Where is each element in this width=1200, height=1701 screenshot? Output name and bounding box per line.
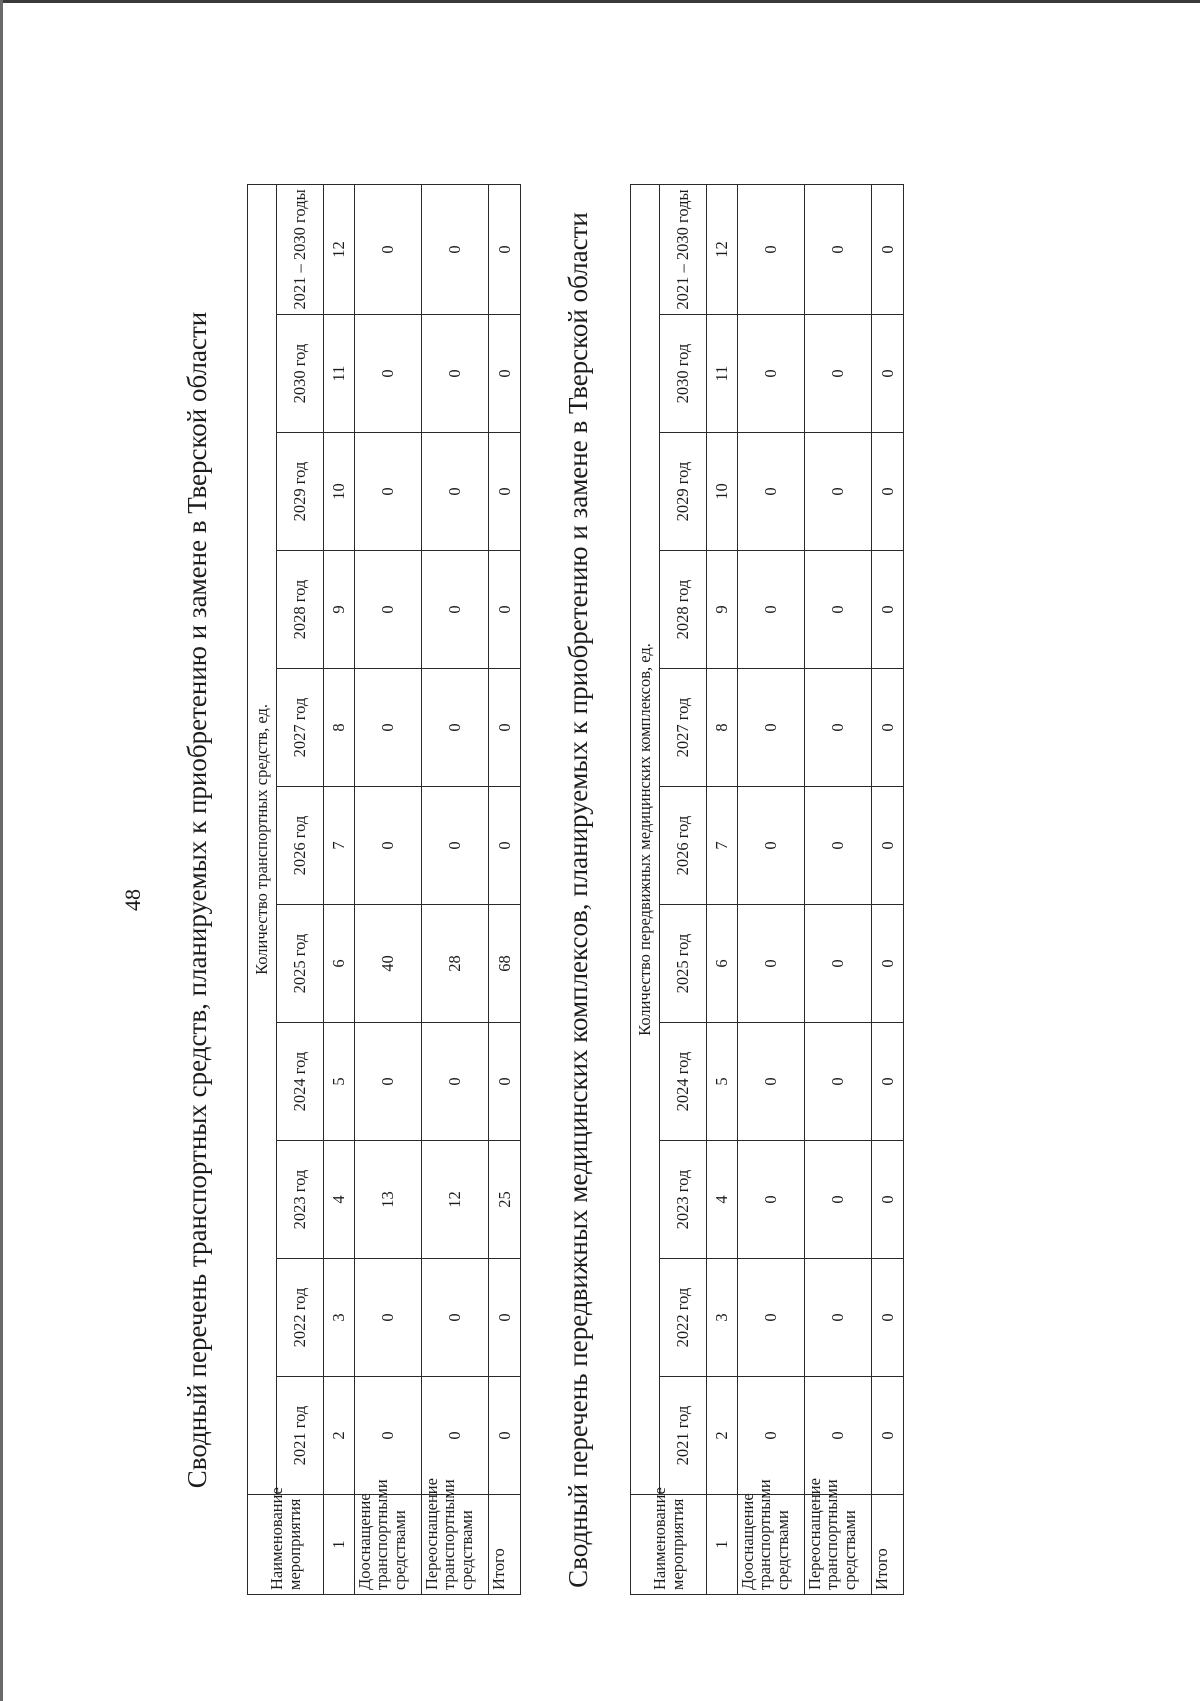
name-column-header: Наименование мероприятия	[248, 1495, 324, 1595]
year-header: 2030 год	[277, 315, 324, 433]
year-header: 2023 год	[660, 1141, 707, 1259]
cell-value: 0	[489, 184, 521, 314]
vehicles-table-title: Сводный перечень транспортных средств, планируемых к приобретению и замене в Тверской области	[182, 311, 212, 1489]
cell-value: 0	[805, 1259, 872, 1377]
column-number: 11	[324, 315, 355, 433]
year-header: 2021 год	[660, 1377, 707, 1495]
quantity-group-header: Количество передвижных медицинских комплексов, ед.	[631, 184, 660, 1494]
vehicles-table	[247, 184, 521, 1595]
cell-value: 0	[738, 1377, 805, 1495]
column-number: 11	[707, 315, 738, 433]
cell-value: 0	[355, 184, 422, 314]
cell-value: 0	[872, 787, 904, 905]
table-row	[422, 184, 489, 1594]
quantity-group-header: Количество транспортных средств, ед.	[248, 184, 277, 1494]
total-row	[872, 184, 904, 1594]
cell-value: 0	[355, 787, 422, 905]
mobile-complexes-table-title: Сводный перечень передвижных медицинских комплексов, планируемых к приобретению и замене в Тверской области	[563, 212, 593, 1588]
cell-value: 0	[422, 1259, 489, 1377]
column-number: 5	[707, 1023, 738, 1141]
cell-value: 0	[489, 1023, 521, 1141]
cell-value: 0	[489, 1377, 521, 1495]
table-row	[805, 184, 872, 1594]
cell-value: 0	[805, 669, 872, 787]
year-header: 2027 год	[660, 669, 707, 787]
cell-value: 0	[872, 184, 904, 314]
scan-top-edge	[0, 0, 1200, 3]
year-header: 2026 год	[660, 787, 707, 905]
column-number: 1	[324, 1495, 355, 1595]
row-name: Итого	[872, 1495, 904, 1595]
cell-value: 40	[355, 905, 422, 1023]
cell-value: 0	[805, 551, 872, 669]
cell-value: 0	[872, 1141, 904, 1259]
cell-value: 68	[489, 905, 521, 1023]
year-header: 2025 год	[277, 905, 324, 1023]
column-number: 3	[324, 1259, 355, 1377]
cell-value: 0	[805, 184, 872, 314]
column-number: 2	[707, 1377, 738, 1495]
cell-value: 0	[872, 433, 904, 551]
row-name: Переоснащение транспортными средствами	[805, 1495, 872, 1595]
column-number: 4	[707, 1141, 738, 1259]
cell-value: 12	[422, 1141, 489, 1259]
cell-value: 0	[805, 433, 872, 551]
cell-value: 0	[489, 315, 521, 433]
year-header: 2024 год	[660, 1023, 707, 1141]
cell-value: 0	[738, 433, 805, 551]
year-header: 2022 год	[277, 1259, 324, 1377]
period-total-header: 2021 – 2030 годы	[277, 184, 324, 314]
cell-value: 0	[872, 1259, 904, 1377]
mobile-complexes-table	[630, 184, 904, 1595]
cell-value: 0	[872, 551, 904, 669]
column-number: 10	[707, 433, 738, 551]
period-total-header: 2021 – 2030 годы	[660, 184, 707, 314]
cell-value: 0	[422, 1377, 489, 1495]
column-number: 7	[707, 787, 738, 905]
cell-value: 0	[805, 787, 872, 905]
cell-value: 0	[738, 1023, 805, 1141]
year-header: 2024 год	[277, 1023, 324, 1141]
cell-value: 0	[489, 551, 521, 669]
rotated-page	[95, 160, 1105, 1640]
year-header: 2026 год	[277, 787, 324, 905]
row-name: Переоснащение транспортными средствами	[422, 1495, 489, 1595]
column-number: 6	[707, 905, 738, 1023]
year-header: 2025 год	[660, 905, 707, 1023]
cell-value: 0	[872, 905, 904, 1023]
column-number: 3	[707, 1259, 738, 1377]
total-row	[489, 184, 521, 1594]
cell-value: 0	[422, 315, 489, 433]
cell-value: 0	[422, 669, 489, 787]
column-number: 8	[324, 669, 355, 787]
row-name: Дооснащение транспортными средствами	[738, 1495, 805, 1595]
cell-value: 0	[738, 315, 805, 433]
cell-value: 0	[872, 669, 904, 787]
column-number: 1	[707, 1495, 738, 1595]
year-header: 2022 год	[660, 1259, 707, 1377]
name-column-header: Наименование мероприятия	[631, 1495, 707, 1595]
cell-value: 0	[738, 1259, 805, 1377]
column-number: 12	[324, 184, 355, 314]
cell-value: 0	[355, 551, 422, 669]
cell-value: 0	[422, 184, 489, 314]
cell-value: 0	[738, 551, 805, 669]
cell-value: 0	[872, 1023, 904, 1141]
cell-value: 0	[489, 787, 521, 905]
page-number: 48	[120, 889, 145, 911]
year-header: 2028 год	[660, 551, 707, 669]
cell-value: 25	[489, 1141, 521, 1259]
cell-value: 0	[355, 1377, 422, 1495]
cell-value: 0	[422, 551, 489, 669]
cell-value: 0	[738, 787, 805, 905]
cell-value: 0	[805, 905, 872, 1023]
column-number-row	[707, 184, 738, 1594]
cell-value: 0	[805, 315, 872, 433]
year-header: 2029 год	[660, 433, 707, 551]
cell-value: 0	[489, 1259, 521, 1377]
cell-value: 0	[355, 315, 422, 433]
cell-value: 0	[872, 1377, 904, 1495]
row-name: Дооснащение транспортными средствами	[355, 1495, 422, 1595]
cell-value: 0	[738, 669, 805, 787]
cell-value: 0	[805, 1023, 872, 1141]
column-number-row	[324, 184, 355, 1594]
year-header: 2030 год	[660, 315, 707, 433]
column-number: 5	[324, 1023, 355, 1141]
cell-value: 0	[489, 669, 521, 787]
table-row	[355, 184, 422, 1594]
cell-value: 0	[872, 315, 904, 433]
cell-value: 0	[738, 905, 805, 1023]
year-header: 2027 год	[277, 669, 324, 787]
cell-value: 0	[805, 1141, 872, 1259]
cell-value: 0	[422, 1023, 489, 1141]
column-number: 2	[324, 1377, 355, 1495]
cell-value: 0	[355, 433, 422, 551]
cell-value: 0	[805, 1377, 872, 1495]
year-header: 2023 год	[277, 1141, 324, 1259]
cell-value: 0	[738, 1141, 805, 1259]
table-row	[738, 184, 805, 1594]
year-header: 2029 год	[277, 433, 324, 551]
column-number: 8	[707, 669, 738, 787]
cell-value: 13	[355, 1141, 422, 1259]
column-number: 10	[324, 433, 355, 551]
column-number: 4	[324, 1141, 355, 1259]
scan-left-edge	[0, 0, 3, 1701]
column-number: 7	[324, 787, 355, 905]
year-header: 2028 год	[277, 551, 324, 669]
column-number: 9	[324, 551, 355, 669]
cell-value: 28	[422, 905, 489, 1023]
year-header: 2021 год	[277, 1377, 324, 1495]
cell-value: 0	[422, 787, 489, 905]
cell-value: 0	[355, 1259, 422, 1377]
cell-value: 0	[422, 433, 489, 551]
cell-value: 0	[355, 669, 422, 787]
cell-value: 0	[489, 433, 521, 551]
column-number: 9	[707, 551, 738, 669]
cell-value: 0	[355, 1023, 422, 1141]
column-number: 12	[707, 184, 738, 314]
cell-value: 0	[738, 184, 805, 314]
row-name: Итого	[489, 1495, 521, 1595]
column-number: 6	[324, 905, 355, 1023]
